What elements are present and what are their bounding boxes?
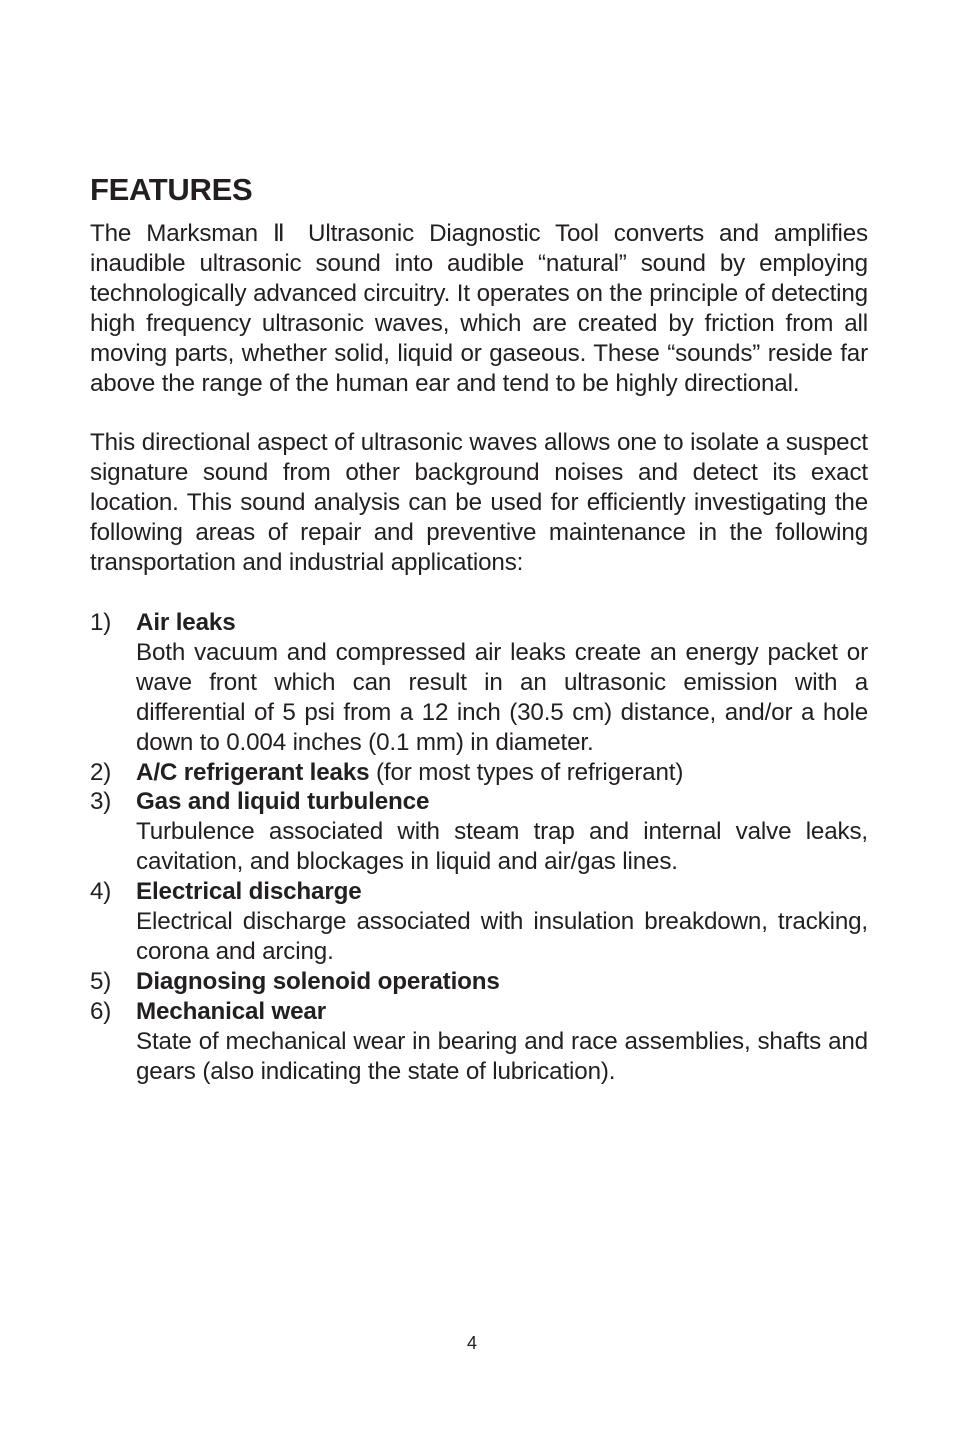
feature-number: 3) — [90, 788, 112, 816]
section-heading: FEATURES — [90, 172, 253, 207]
page-number: 4 — [466, 1333, 477, 1353]
feature-title: Mechanical wear — [136, 997, 326, 1025]
feature-number: 4) — [90, 878, 112, 906]
features-section — [90, 170, 868, 1086]
feature-description: Both vacuum and compressed air leaks create an energy packet or wave front which can result in an ultrasonic emission with a differential of 5 psi from a 12 inch (30.5 cm) distance, and/or a hole down to 0.004 inches (0.1 mm) in diameter. — [136, 638, 868, 756]
feature-title: Diagnosing solenoid operations — [136, 967, 500, 995]
feature-item-gas-liquid-turbulence — [90, 787, 868, 877]
feature-number: 6) — [90, 997, 112, 1025]
feature-number: 5) — [90, 967, 112, 995]
feature-title: Electrical discharge — [136, 878, 362, 906]
feature-item-solenoid-operations — [90, 967, 868, 997]
feature-list — [90, 608, 868, 1087]
feature-description: Turbulence associated with steam trap and internal valve leaks, cavitation, and blockages in liquid and air/gas lines. — [136, 818, 868, 876]
feature-description: State of mechanical wear in bearing and race assemblies, shafts and gears (also indicating the state of lubrication). — [136, 1027, 868, 1085]
feature-number: 2) — [90, 758, 112, 786]
feature-title: A/C refrigerant leaks — [136, 758, 370, 786]
feature-number: 1) — [90, 608, 112, 636]
feature-title: Air leaks — [136, 608, 236, 636]
intro-paragraph: The Marksman Ⅱ Ultrasonic Diagnostic Tool converts and amplifies inaudible ultrasonic sound into audible “natural” sound by employing technologically advanced circuitry. It operates on the principle of detecting high frequency ultrasonic waves, which are created by friction from all moving parts, whether solid, liquid or gaseous. These “sounds” reside far above the range of the human ear and tend to be highly directional. — [90, 220, 868, 397]
directional-paragraph: This directional aspect of ultrasonic waves allows one to isolate a suspect signature sound from other background noises and detect its exact location. This sound analysis can be used for efficiently investigating the following areas of repair and preventive maintenance in the following transportation and industrial applications: — [90, 429, 868, 577]
feature-description: Electrical discharge associated with insulation breakdown, tracking, corona and arcing. — [136, 908, 868, 965]
feature-item-mechanical-wear — [90, 997, 868, 1087]
feature-note: (for most types of refrigerant) — [369, 758, 684, 786]
feature-item-ac-refrigerant-leaks — [90, 758, 868, 788]
feature-title: Gas and liquid turbulence — [136, 788, 430, 816]
feature-item-electrical-discharge — [90, 877, 868, 967]
feature-item-air-leaks — [90, 608, 868, 758]
